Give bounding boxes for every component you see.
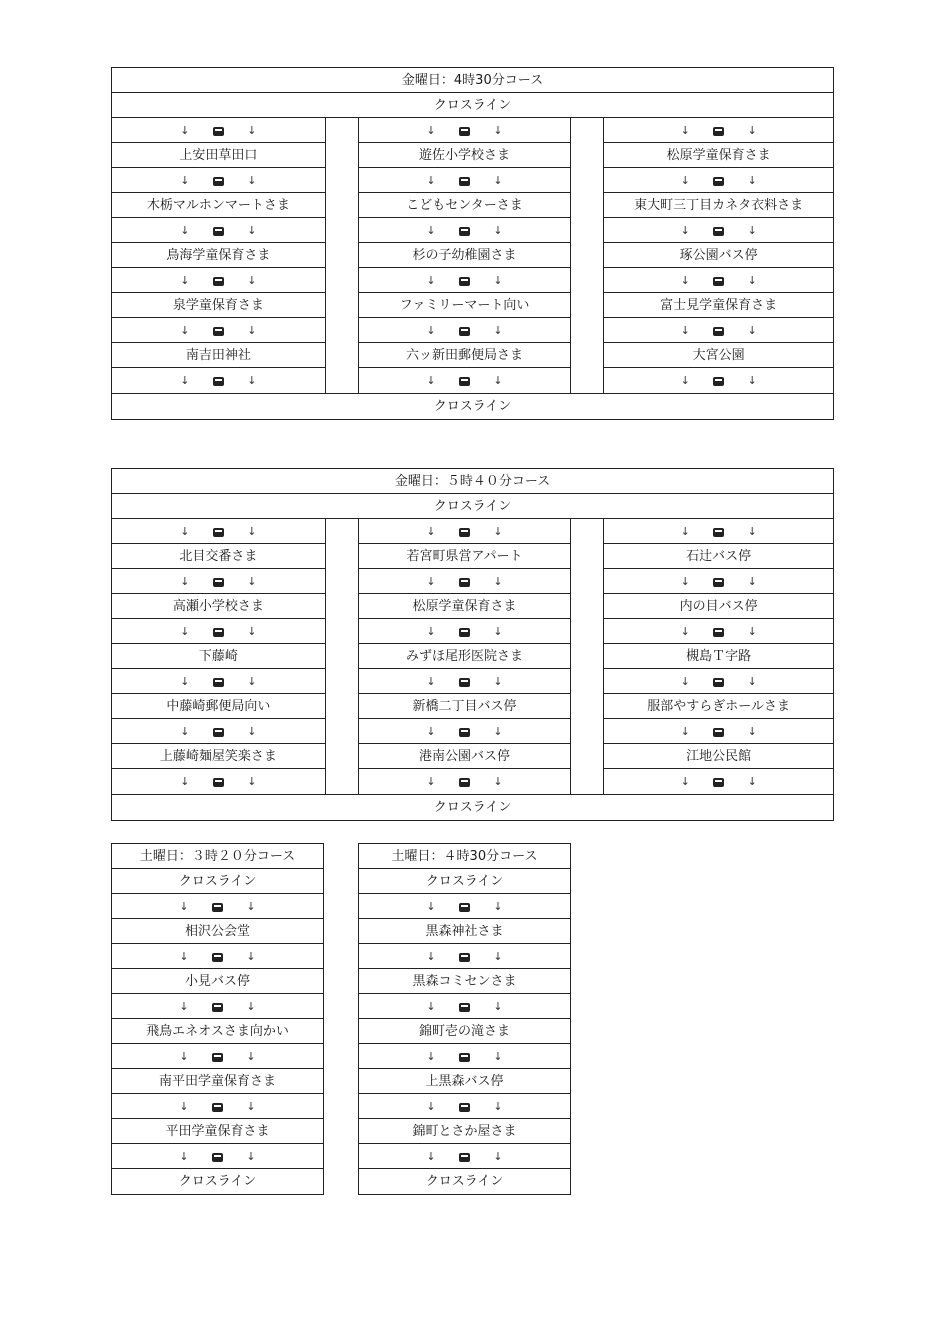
course-end: クロスライン	[433, 800, 512, 815]
stop-name: こどもセンターさま	[359, 193, 571, 218]
arrow-row	[604, 619, 833, 644]
down-arrow-icon: ↓	[680, 174, 690, 187]
bus-icon	[713, 177, 724, 186]
bus-icon	[713, 628, 724, 637]
down-arrow-icon: ↓	[493, 900, 503, 913]
down-arrow-icon: ↓	[247, 324, 257, 337]
bus-icon	[713, 728, 724, 737]
route-column	[359, 118, 571, 393]
arrow-row	[112, 218, 325, 243]
arrow-row	[112, 619, 325, 644]
down-arrow-icon: ↓	[179, 1100, 189, 1113]
arrow-row	[359, 769, 571, 794]
stop-name: 高瀬小学校さま	[112, 594, 325, 619]
down-arrow-icon: ↓	[493, 1000, 503, 1013]
column-gap	[325, 118, 359, 393]
bus-icon	[213, 327, 224, 336]
down-arrow-icon: ↓	[680, 575, 690, 588]
arrow-row	[359, 519, 571, 544]
down-arrow-icon: ↓	[426, 525, 436, 538]
down-arrow-icon: ↓	[493, 625, 503, 638]
bus-icon	[713, 578, 724, 587]
arrow-row	[359, 118, 571, 143]
stop-name: 南平田学童保育さま	[112, 1069, 323, 1094]
down-arrow-icon: ↓	[180, 324, 190, 337]
route-column	[359, 519, 571, 794]
down-arrow-icon: ↓	[246, 950, 256, 963]
down-arrow-icon: ↓	[180, 124, 190, 137]
down-arrow-icon: ↓	[179, 900, 189, 913]
bus-icon	[459, 903, 470, 912]
down-arrow-icon: ↓	[747, 124, 757, 137]
stop-name: 平田学童保育さま	[112, 1119, 323, 1144]
stop-name: 北目交番さま	[112, 544, 325, 569]
down-arrow-icon: ↓	[426, 124, 436, 137]
arrow-row	[604, 769, 833, 794]
down-arrow-icon: ↓	[180, 725, 190, 738]
down-arrow-icon: ↓	[180, 525, 190, 538]
down-arrow-icon: ↓	[247, 274, 257, 287]
down-arrow-icon: ↓	[180, 775, 190, 788]
down-arrow-icon: ↓	[179, 1150, 189, 1163]
stop-name: 港南公園バス停	[359, 744, 571, 769]
bus-icon	[713, 528, 724, 537]
down-arrow-icon: ↓	[493, 124, 503, 137]
bus-icon	[213, 778, 224, 787]
down-arrow-icon: ↓	[493, 575, 503, 588]
stop-name: 富士見学童保育さま	[604, 293, 833, 318]
down-arrow-icon: ↓	[747, 274, 757, 287]
course-start: クロスライン	[359, 869, 570, 894]
course-friday-430	[111, 67, 834, 420]
down-arrow-icon: ↓	[747, 625, 757, 638]
bus-icon	[213, 377, 224, 386]
down-arrow-icon: ↓	[426, 675, 436, 688]
down-arrow-icon: ↓	[680, 775, 690, 788]
bus-icon	[459, 953, 470, 962]
stop-name: 琢公園バス停	[604, 243, 833, 268]
stop-name: 小見バス停	[112, 969, 323, 994]
stop-name: 新橋二丁目バス停	[359, 694, 571, 719]
arrow-row	[359, 268, 571, 293]
bus-icon	[459, 127, 470, 136]
bus-icon	[459, 778, 470, 787]
course-end: クロスライン	[178, 1174, 257, 1189]
stop-name: 服部やすらぎホールさま	[604, 694, 833, 719]
down-arrow-icon: ↓	[747, 174, 757, 187]
down-arrow-icon: ↓	[493, 675, 503, 688]
stop-name: 大宮公園	[604, 343, 833, 368]
route-columns	[112, 118, 833, 394]
bus-icon	[459, 177, 470, 186]
column-gap	[325, 519, 359, 794]
arrow-row	[359, 168, 571, 193]
down-arrow-icon: ↓	[247, 124, 257, 137]
route-column	[112, 519, 325, 794]
arrow-row	[112, 769, 325, 794]
down-arrow-icon: ↓	[179, 1000, 189, 1013]
arrow-row	[359, 894, 570, 919]
bus-icon	[213, 578, 224, 587]
down-arrow-icon: ↓	[180, 274, 190, 287]
bus-icon	[212, 1053, 223, 1062]
bus-icon	[713, 227, 724, 236]
bus-icon	[213, 678, 224, 687]
arrow-row	[112, 519, 325, 544]
down-arrow-icon: ↓	[246, 1050, 256, 1063]
arrow-row	[604, 318, 833, 343]
bus-icon	[459, 227, 470, 236]
arrow-row	[359, 669, 571, 694]
course-title: 土曜日：３時２０分コース	[112, 844, 323, 869]
stop-name: 錦町とさか屋さま	[359, 1119, 570, 1144]
stop-name: 石辻バス停	[604, 544, 833, 569]
arrow-row	[359, 619, 571, 644]
stop-name: 木栃マルホンマートさま	[112, 193, 325, 218]
arrow-row	[112, 569, 325, 594]
bus-icon	[213, 227, 224, 236]
down-arrow-icon: ↓	[680, 274, 690, 287]
down-arrow-icon: ↓	[247, 174, 257, 187]
course-saturday-320	[111, 843, 324, 1195]
bus-icon	[459, 578, 470, 587]
down-arrow-icon: ↓	[426, 775, 436, 788]
arrow-row	[112, 894, 323, 919]
down-arrow-icon: ↓	[493, 525, 503, 538]
down-arrow-icon: ↓	[493, 1150, 503, 1163]
stop-name: 上安田草田口	[112, 143, 325, 168]
course-start: クロスライン	[112, 494, 833, 519]
down-arrow-icon: ↓	[247, 374, 257, 387]
down-arrow-icon: ↓	[180, 675, 190, 688]
arrow-row	[112, 368, 325, 393]
down-arrow-icon: ↓	[247, 224, 257, 237]
stop-name: 錦町壱の滝さま	[359, 1019, 570, 1044]
down-arrow-icon: ↓	[680, 224, 690, 237]
arrow-row	[359, 318, 571, 343]
down-arrow-icon: ↓	[180, 374, 190, 387]
down-arrow-icon: ↓	[680, 675, 690, 688]
arrow-row	[604, 368, 833, 393]
bus-icon	[459, 528, 470, 537]
arrow-row	[359, 944, 570, 969]
bus-icon	[213, 127, 224, 136]
down-arrow-icon: ↓	[246, 1000, 256, 1013]
down-arrow-icon: ↓	[180, 575, 190, 588]
down-arrow-icon: ↓	[493, 1100, 503, 1113]
down-arrow-icon: ↓	[493, 775, 503, 788]
down-arrow-icon: ↓	[246, 900, 256, 913]
down-arrow-icon: ↓	[426, 374, 436, 387]
stop-name: 飛鳥エネオスさま向かい	[112, 1019, 323, 1044]
down-arrow-icon: ↓	[180, 625, 190, 638]
down-arrow-icon: ↓	[426, 324, 436, 337]
down-arrow-icon: ↓	[246, 1100, 256, 1113]
bus-icon	[213, 177, 224, 186]
arrow-row	[359, 569, 571, 594]
stop-name: 黒森神社さま	[359, 919, 570, 944]
down-arrow-icon: ↓	[426, 174, 436, 187]
stop-name: 泉学童保育さま	[112, 293, 325, 318]
arrow-row	[112, 1044, 323, 1069]
down-arrow-icon: ↓	[680, 324, 690, 337]
stop-name: 鳥海学童保育さま	[112, 243, 325, 268]
down-arrow-icon: ↓	[493, 274, 503, 287]
arrow-row	[112, 944, 323, 969]
stop-name: 杉の子幼稚園さま	[359, 243, 571, 268]
down-arrow-icon: ↓	[680, 625, 690, 638]
bus-icon	[459, 277, 470, 286]
stop-name: ファミリーマート向い	[359, 293, 571, 318]
arrow-row	[359, 994, 570, 1019]
down-arrow-icon: ↓	[747, 374, 757, 387]
arrow-row	[112, 1094, 323, 1119]
stop-name: 遊佐小学校さま	[359, 143, 571, 168]
down-arrow-icon: ↓	[747, 525, 757, 538]
arrow-row	[112, 994, 323, 1019]
stop-name: 江地公民館	[604, 744, 833, 769]
stop-name: 上藤崎麺屋笑楽さま	[112, 744, 325, 769]
column-gap	[570, 519, 604, 794]
bus-icon	[459, 728, 470, 737]
stop-name: 槻島Ｔ字路	[604, 644, 833, 669]
down-arrow-icon: ↓	[493, 725, 503, 738]
route-column	[112, 118, 325, 393]
down-arrow-icon: ↓	[247, 775, 257, 788]
arrow-row	[359, 1144, 570, 1169]
down-arrow-icon: ↓	[426, 1150, 436, 1163]
bus-icon	[212, 903, 223, 912]
arrow-row	[604, 569, 833, 594]
stop-name: 内の目バス停	[604, 594, 833, 619]
down-arrow-icon: ↓	[426, 1050, 436, 1063]
bus-icon	[459, 1153, 470, 1162]
stop-name: 六ッ新田郵便局さま	[359, 343, 571, 368]
down-arrow-icon: ↓	[493, 224, 503, 237]
course-friday-540	[111, 468, 834, 821]
arrow-row	[604, 218, 833, 243]
bus-icon	[713, 277, 724, 286]
arrow-row	[112, 268, 325, 293]
course-title: 金曜日：4時30分コース	[112, 68, 833, 93]
course-saturday-430	[358, 843, 571, 1195]
down-arrow-icon: ↓	[426, 725, 436, 738]
bus-icon	[459, 1053, 470, 1062]
arrow-row	[604, 719, 833, 744]
down-arrow-icon: ↓	[426, 575, 436, 588]
bus-icon	[713, 678, 724, 687]
bus-icon	[212, 953, 223, 962]
arrow-row	[604, 118, 833, 143]
bus-icon	[459, 1003, 470, 1012]
arrow-row	[359, 218, 571, 243]
down-arrow-icon: ↓	[493, 1050, 503, 1063]
down-arrow-icon: ↓	[247, 675, 257, 688]
bus-icon	[213, 528, 224, 537]
bus-icon	[213, 728, 224, 737]
down-arrow-icon: ↓	[680, 525, 690, 538]
arrow-row	[112, 118, 325, 143]
down-arrow-icon: ↓	[247, 575, 257, 588]
down-arrow-icon: ↓	[179, 1050, 189, 1063]
down-arrow-icon: ↓	[180, 174, 190, 187]
arrow-row	[359, 368, 571, 393]
arrow-row	[112, 669, 325, 694]
bus-icon	[459, 628, 470, 637]
bus-icon	[212, 1153, 223, 1162]
stop-name: 相沢公会堂	[112, 919, 323, 944]
down-arrow-icon: ↓	[247, 725, 257, 738]
stop-name: 南吉田神社	[112, 343, 325, 368]
bus-icon	[212, 1103, 223, 1112]
down-arrow-icon: ↓	[426, 1100, 436, 1113]
arrow-row	[359, 719, 571, 744]
down-arrow-icon: ↓	[426, 950, 436, 963]
down-arrow-icon: ↓	[426, 625, 436, 638]
arrow-row	[112, 1144, 323, 1169]
stop-name: 黒森コミセンさま	[359, 969, 570, 994]
down-arrow-icon: ↓	[747, 725, 757, 738]
stop-name: 中藤崎郵便局向い	[112, 694, 325, 719]
down-arrow-icon: ↓	[493, 174, 503, 187]
route-column	[604, 118, 833, 393]
route-columns	[112, 519, 833, 795]
stop-name: 上黒森バス停	[359, 1069, 570, 1094]
down-arrow-icon: ↓	[747, 675, 757, 688]
down-arrow-icon: ↓	[247, 525, 257, 538]
course-title: 金曜日：５時４０分コース	[112, 469, 833, 494]
arrow-row	[604, 268, 833, 293]
down-arrow-icon: ↓	[247, 625, 257, 638]
down-arrow-icon: ↓	[246, 1150, 256, 1163]
route-column	[604, 519, 833, 794]
arrow-row	[359, 1044, 570, 1069]
bus-icon	[212, 1003, 223, 1012]
stop-name: 東大町三丁目カネタ衣料さま	[604, 193, 833, 218]
down-arrow-icon: ↓	[747, 324, 757, 337]
down-arrow-icon: ↓	[680, 725, 690, 738]
course-end: クロスライン	[433, 399, 512, 414]
arrow-row	[604, 519, 833, 544]
down-arrow-icon: ↓	[179, 950, 189, 963]
arrow-row	[112, 168, 325, 193]
course-end: クロスライン	[425, 1174, 504, 1189]
stop-name: 松原学童保育さま	[604, 143, 833, 168]
bus-icon	[459, 327, 470, 336]
bus-icon	[459, 1103, 470, 1112]
bus-icon	[713, 127, 724, 136]
arrow-row	[604, 669, 833, 694]
arrow-row	[112, 318, 325, 343]
bus-icon	[459, 678, 470, 687]
course-start: クロスライン	[112, 869, 323, 894]
stop-name: みずほ尾形医院さま	[359, 644, 571, 669]
stop-name: 若宮町県営アパート	[359, 544, 571, 569]
down-arrow-icon: ↓	[680, 124, 690, 137]
stop-name: 松原学童保育さま	[359, 594, 571, 619]
bus-icon	[713, 778, 724, 787]
arrow-row	[359, 1094, 570, 1119]
down-arrow-icon: ↓	[747, 575, 757, 588]
bus-icon	[213, 277, 224, 286]
down-arrow-icon: ↓	[180, 224, 190, 237]
course-title: 土曜日：４時30分コース	[359, 844, 570, 869]
down-arrow-icon: ↓	[426, 900, 436, 913]
course-start: クロスライン	[112, 93, 833, 118]
arrow-row	[112, 719, 325, 744]
down-arrow-icon: ↓	[680, 374, 690, 387]
column-gap	[570, 118, 604, 393]
bus-icon	[713, 327, 724, 336]
bus-icon	[459, 377, 470, 386]
arrow-row	[604, 168, 833, 193]
down-arrow-icon: ↓	[747, 224, 757, 237]
bus-icon	[713, 377, 724, 386]
down-arrow-icon: ↓	[493, 374, 503, 387]
stop-name: 下藤崎	[112, 644, 325, 669]
down-arrow-icon: ↓	[493, 950, 503, 963]
bus-icon	[213, 628, 224, 637]
down-arrow-icon: ↓	[493, 324, 503, 337]
down-arrow-icon: ↓	[426, 1000, 436, 1013]
down-arrow-icon: ↓	[426, 224, 436, 237]
down-arrow-icon: ↓	[747, 775, 757, 788]
down-arrow-icon: ↓	[426, 274, 436, 287]
